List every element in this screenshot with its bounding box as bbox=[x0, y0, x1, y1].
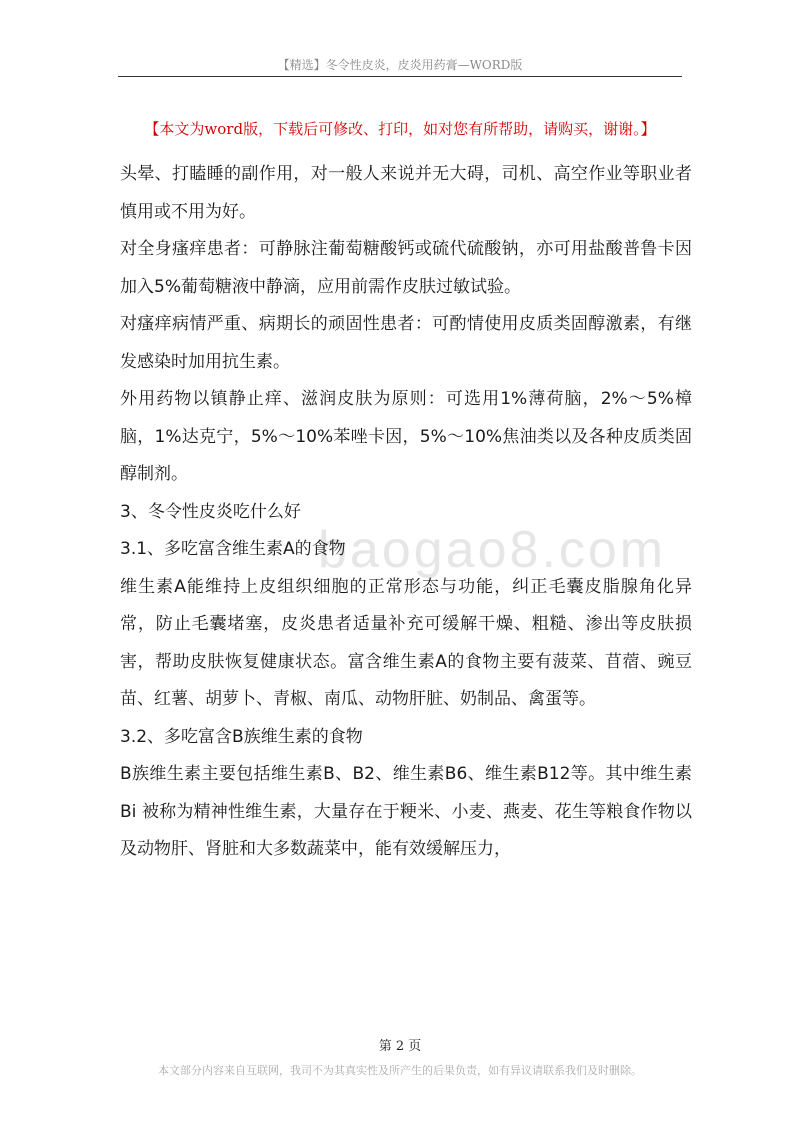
subsection-heading: 3.1、多吃富含维生素A的食物 bbox=[120, 539, 346, 559]
page-footer: 本文部分内容来自互联网，我司不为其真实性及所产生的后果负责，如有异议请联系我们及时删除。 bbox=[158, 1064, 642, 1077]
section-heading: 3、冬令性皮炎吃什么好 bbox=[120, 501, 301, 522]
paragraph: B族维生素主要包括维生素B、B2、维生素B6、维生素B12等。其中维生素 Bi 被称为精神性维生素，大量存在于粳米、小麦、燕麦、花生等粮食作物以及动物肝、肾脏和大多数蔬菜中，能有效缓解压力， bbox=[120, 764, 692, 859]
download-notice: 【本文为word版，下载后可修改、打印，如对您有所帮助，请购买，谢谢。】 bbox=[144, 120, 656, 138]
page-number: 第 2 页 bbox=[378, 1039, 422, 1054]
watermark: baogao8.com bbox=[318, 521, 667, 579]
paragraph: 维生素A能维持上皮组织细胞的正常形态与功能，纠正毛囊皮脂腺角化异常，防止毛囊堵塞，皮炎患者适量补充可缓解干燥、粗糙、渗出等皮肤损害，帮助皮肤恢复健康状态。富含维生素A的食物主要有菠菜、苜蓿、豌豆苗、红薯、胡萝卜、青椒、南瓜、动物肝脏、奶制品、禽蛋等。 bbox=[120, 576, 692, 709]
document-body bbox=[120, 156, 692, 869]
paragraph: 对全身瘙痒患者：可静脉注葡萄糖酸钙或硫代硫酸钠，亦可用盐酸普鲁卡因加入5%葡萄糖液中静滴，应用前需作皮肤过敏试验。 bbox=[120, 239, 692, 297]
subsection-heading: 3.2、多吃富含B族维生素的食物 bbox=[120, 726, 363, 747]
paragraph: 对瘙痒病情严重、病期长的顽固性患者：可酌情使用皮质类固醇激素，有继发感染时加用抗生素。 bbox=[120, 314, 692, 372]
page-header: 【精选】冬令性皮炎，皮炎用药膏—WORD版 bbox=[118, 54, 682, 77]
paragraph: 外用药物以镇静止痒、滋润皮肤为原则：可选用1%薄荷脑，2%～5%樟脑，1%达克宁，5%～10%苯唑卡因，5%～10%焦油类以及各种皮质类固醇制剂。 bbox=[120, 389, 692, 484]
paragraph: 头晕、打瞌睡的副作用，对一般人来说并无大碍，司机、高空作业等职业者慎用或不用为好。 bbox=[120, 164, 692, 222]
